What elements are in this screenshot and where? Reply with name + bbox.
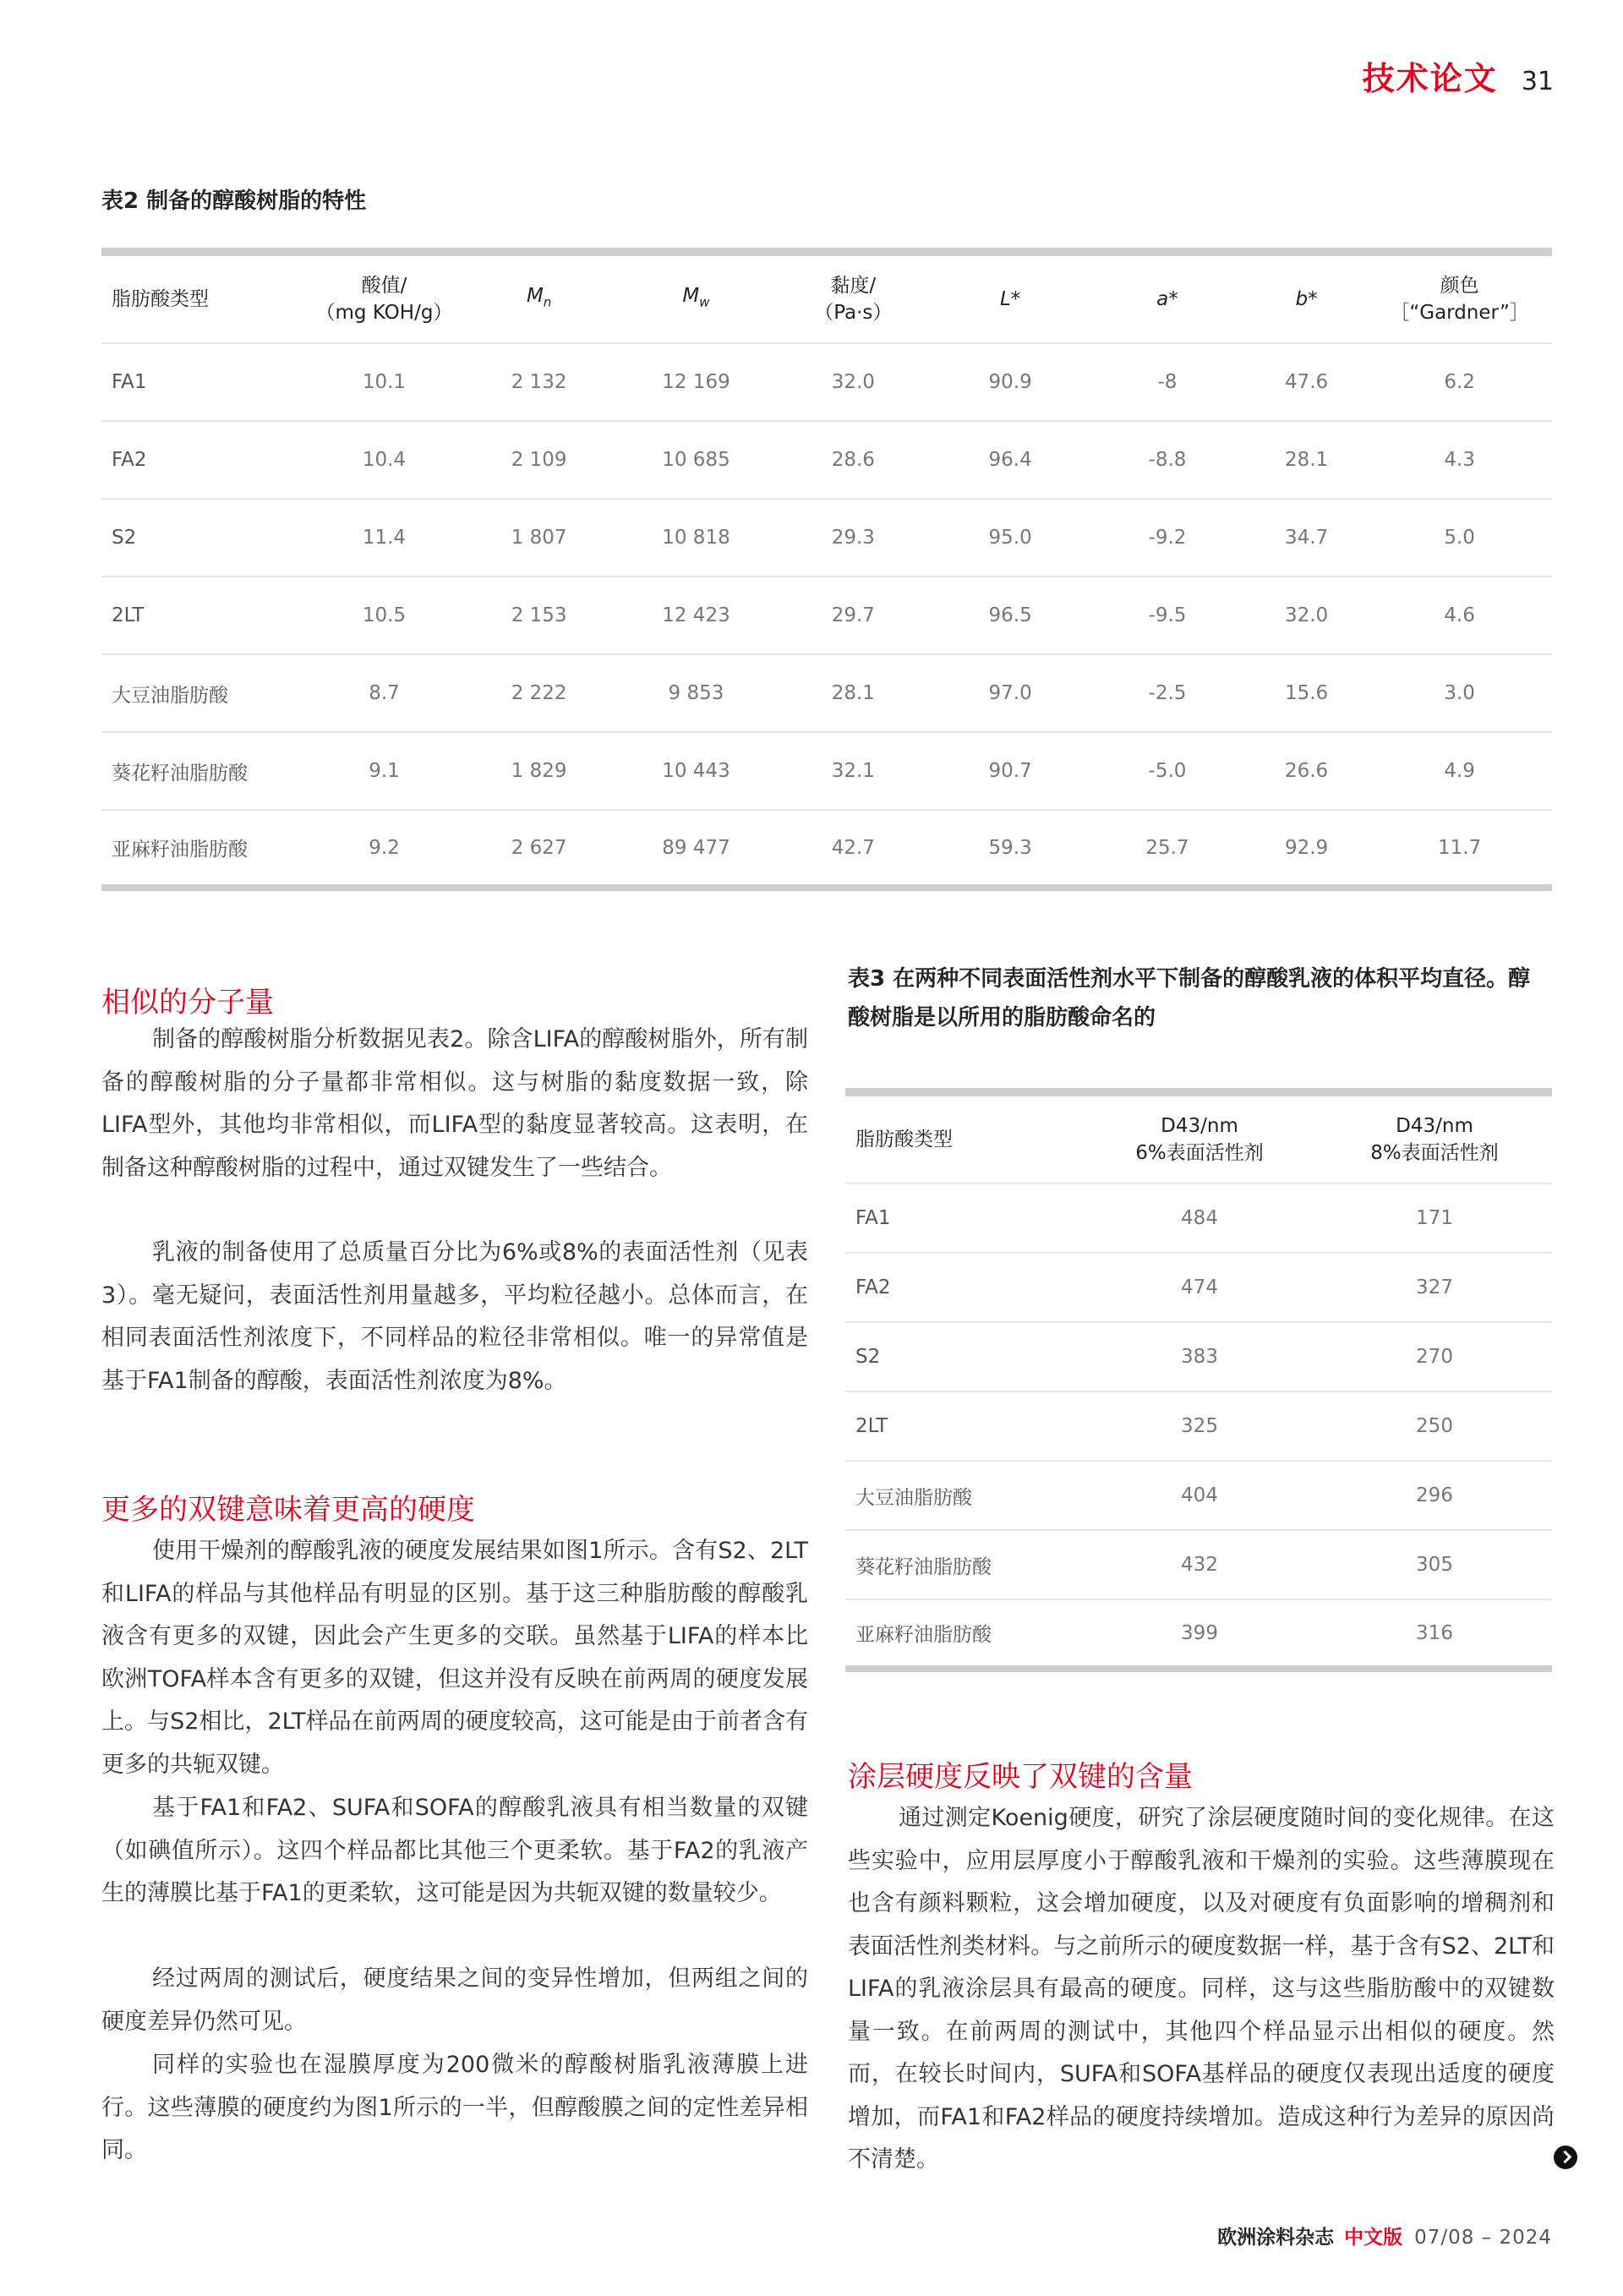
table-cell-color: 4.3: [1367, 421, 1552, 499]
table-cell-b: 32.0: [1246, 577, 1367, 654]
table-row: [845, 1530, 1552, 1599]
table-cell-mn: 2 132: [461, 343, 618, 421]
paragraph: 同样的实验也在湿膜厚度为200微米的醇酸树脂乳液薄膜上进行。这些薄膜的硬度约为图1所示的一半，但醇酸膜之间的定性差异相同。: [101, 2052, 808, 2163]
table-cell-l: 96.4: [932, 421, 1089, 499]
table-cell-a: 25.7: [1089, 810, 1246, 888]
next-page-icon[interactable]: [1554, 2146, 1577, 2169]
paragraph: 经过两周的测试后，硬度结果之间的变异性增加，但两组之间的硬度差异仍然可见。: [101, 1965, 808, 2035]
table-cell-d6: 399: [1082, 1599, 1317, 1669]
table-cell-d8: 327: [1317, 1253, 1552, 1322]
table-cell-b: 47.6: [1246, 343, 1367, 421]
table-cell-mn: 2 153: [461, 577, 618, 654]
paragraph: 乳液的制备使用了总质量百分比为6%或8%的表面活性剂（见表3）。毫无疑问，表面活性剂用量越多，平均粒径越小。总体而言，在相同表面活性剂浓度下，不同样品的粒径非常相似。唯一的异常值是基于FA1制备的醇酸，表面活性剂浓度为8%。: [101, 1239, 808, 1394]
table-cell-color: 5.0: [1367, 499, 1552, 577]
table-row: [845, 1599, 1552, 1669]
table-cell-type: 大豆油脂肪酸: [101, 654, 308, 732]
header-d43-6pct: D43/nm 6%表面活性剂: [1135, 1115, 1264, 1164]
table-row: [101, 577, 1552, 654]
table-cell-type: 葵花籽油脂肪酸: [101, 732, 308, 810]
table-row: [101, 499, 1552, 577]
table-cell-a: -2.5: [1089, 654, 1246, 732]
heading-coating-hardness: 涂层硬度反映了双键的含量: [848, 1760, 1193, 1795]
table-row: [101, 732, 1552, 810]
table2-header-row: [101, 252, 1552, 343]
table-cell-color: 6.2: [1367, 343, 1552, 421]
page-header: [1363, 52, 1554, 99]
table-row: [101, 810, 1552, 888]
table-cell-a: -5.0: [1089, 732, 1246, 810]
table-cell-type: FA1: [101, 343, 308, 421]
table-cell-a: -8.8: [1089, 421, 1246, 499]
table-cell-d6: 474: [1082, 1253, 1317, 1322]
table-cell-b: 34.7: [1246, 499, 1367, 577]
header-a-star: a*: [1156, 288, 1178, 310]
table-cell-visc: 28.1: [774, 654, 932, 732]
table-cell-mn: 2 109: [461, 421, 618, 499]
table-cell-type: FA2: [845, 1253, 1082, 1322]
table-cell-b: 26.6: [1246, 732, 1367, 810]
table-cell-color: 3.0: [1367, 654, 1552, 732]
heading-more-double-bonds: 更多的双键意味着更高的硬度: [101, 1493, 475, 1528]
table-cell-b: 15.6: [1246, 654, 1367, 732]
table-cell-acid: 11.4: [308, 499, 461, 577]
edition-label: 中文版: [1344, 2227, 1403, 2249]
table-cell-type: 大豆油脂肪酸: [845, 1461, 1082, 1530]
table-cell-type: 2LT: [101, 577, 308, 654]
table-cell-acid: 9.1: [308, 732, 461, 810]
header-color: 颜色 ［“Gardner”］: [1390, 275, 1529, 324]
table-cell-l: 90.7: [932, 732, 1089, 810]
table-cell-l: 96.5: [932, 577, 1089, 654]
table-cell-l: 90.9: [932, 343, 1089, 421]
table2: [101, 248, 1552, 891]
table-cell-d8: 305: [1317, 1530, 1552, 1599]
table-cell-type: FA1: [845, 1184, 1082, 1253]
issue-date: 07/08 – 2024: [1414, 2227, 1552, 2249]
header-mw: $M_w$: [682, 285, 710, 310]
header-mn: $M_n$: [526, 285, 552, 310]
table-cell-mn: 1 807: [461, 499, 618, 577]
table-cell-mn: 1 829: [461, 732, 618, 810]
table-cell-d6: 432: [1082, 1530, 1317, 1599]
table-cell-mw: 9 853: [618, 654, 775, 732]
table-cell-acid: 10.1: [308, 343, 461, 421]
table-cell-color: 4.9: [1367, 732, 1552, 810]
paragraph: 通过测定Koenig硬度，研究了涂层硬度随时间的变化规律。在这些实验中，应用层厚度小于醇酸乳液和干燥剂的实验。这些薄膜现在也含有颜料颗粒，这会增加硬度，以及对硬度有负面影响的增稠剂和表面活性剂类材料。与之前所示的硬度数据一样，基于含有S2、2LT和LIFA的乳液涂层具有最高的硬度。同样，这与这些脂肪酸中的双键数量一致。在前两周的测试中，其他四个样品显示出相似的硬度。然而，在较长时间内，SUFA和SOFA基样品的硬度仅表现出适度的硬度增加，而FA1和FA2样品的硬度持续增加。造成这种行为差异的原因尚不清楚。: [848, 1805, 1555, 2173]
table-cell-mw: 12 423: [618, 577, 775, 654]
table3-body: [845, 1184, 1552, 1669]
table-cell-d6: 325: [1082, 1391, 1317, 1461]
table-cell-mw: 10 443: [618, 732, 775, 810]
table-cell-type: 亚麻籽油脂肪酸: [101, 810, 308, 888]
table-row: [101, 343, 1552, 421]
table-cell-d8: 250: [1317, 1391, 1552, 1461]
table-cell-d6: 404: [1082, 1461, 1317, 1530]
table-cell-d6: 484: [1082, 1184, 1317, 1253]
page-number: 31: [1521, 67, 1554, 96]
table-cell-mn: 2 627: [461, 810, 618, 888]
table-cell-d6: 383: [1082, 1322, 1317, 1391]
table-cell-mw: 89 477: [618, 810, 775, 888]
table-cell-type: FA2: [101, 421, 308, 499]
table-cell-color: 4.6: [1367, 577, 1552, 654]
table-cell-type: 亚麻籽油脂肪酸: [845, 1599, 1082, 1669]
paragraph: 基于FA1和FA2、SUFA和SOFA的醇酸乳液具有相当数量的双键（如碘值所示）。这四个样品都比其他三个更柔软。基于FA2的乳液产生的薄膜比基于FA1的更柔软，这可能是因为共轭双键的数量较少。: [101, 1795, 808, 1906]
header-fatty-acid-type: 脂肪酸类型: [112, 288, 209, 310]
table-cell-b: 28.1: [1246, 421, 1367, 499]
table-cell-a: -9.2: [1089, 499, 1246, 577]
table-cell-a: -8: [1089, 343, 1246, 421]
table-cell-acid: 10.5: [308, 577, 461, 654]
page-footer: [1217, 2222, 1552, 2250]
table-cell-acid: 10.4: [308, 421, 461, 499]
table-cell-d8: 296: [1317, 1461, 1552, 1530]
table-cell-a: -9.5: [1089, 577, 1246, 654]
table3-caption: 表3 在两种不同表面活性剂水平下制备的醇酸乳液的体积平均直径。醇酸树脂是以所用的脂肪酸命名的: [848, 966, 1531, 1030]
table-cell-visc: 42.7: [774, 810, 932, 888]
table3-header-row: [845, 1092, 1552, 1184]
table-row: [845, 1322, 1552, 1391]
table-row: [845, 1461, 1552, 1530]
table-cell-d8: 316: [1317, 1599, 1552, 1669]
table-cell-type: S2: [101, 499, 308, 577]
table-cell-l: 95.0: [932, 499, 1089, 577]
table-row: [845, 1253, 1552, 1322]
table-cell-d8: 270: [1317, 1322, 1552, 1391]
table-cell-acid: 9.2: [308, 810, 461, 888]
table-row: [101, 654, 1552, 732]
header-fatty-acid-type: 脂肪酸类型: [855, 1129, 953, 1151]
table-cell-mw: 10 818: [618, 499, 775, 577]
table-cell-visc: 32.0: [774, 343, 932, 421]
table-cell-d8: 171: [1317, 1184, 1552, 1253]
paragraph: 制备的醇酸树脂分析数据见表2。除含LIFA的醇酸树脂外，所有制备的醇酸树脂的分子量都非常相似。这与树脂的黏度数据一致，除LIFA型外，其他均非常相似，而LIFA型的黏度显著较高。这表明，在制备这种醇酸树脂的过程中，通过双键发生了一些结合。: [101, 1026, 808, 1181]
table-cell-b: 92.9: [1246, 810, 1367, 888]
header-d43-8pct: D43/nm 8%表面活性剂: [1370, 1115, 1499, 1164]
table-cell-type: 葵花籽油脂肪酸: [845, 1530, 1082, 1599]
table-row: [101, 421, 1552, 499]
table-cell-mw: 10 685: [618, 421, 775, 499]
heading-similar-molecular-weight: 相似的分子量: [101, 986, 274, 1020]
table-cell-l: 97.0: [932, 654, 1089, 732]
magazine-name: 欧洲涂料杂志: [1217, 2227, 1335, 2249]
table-cell-visc: 29.3: [774, 499, 932, 577]
table-cell-visc: 28.6: [774, 421, 932, 499]
table-row: [845, 1391, 1552, 1461]
header-l-star: L*: [999, 288, 1021, 310]
table-cell-visc: 29.7: [774, 577, 932, 654]
header-b-star: b*: [1295, 288, 1318, 310]
table-cell-color: 11.7: [1367, 810, 1552, 888]
table-cell-mn: 2 222: [461, 654, 618, 732]
table-cell-acid: 8.7: [308, 654, 461, 732]
table-cell-visc: 32.1: [774, 732, 932, 810]
table2-caption: 表2 制备的醇酸树脂的特性: [101, 189, 367, 214]
table-cell-type: S2: [845, 1322, 1082, 1391]
section-label: 技术论文: [1362, 60, 1498, 97]
header-acid-value: 酸值/ （mg KOH/g）: [315, 275, 453, 324]
table-cell-type: 2LT: [845, 1391, 1082, 1461]
table-row: [845, 1184, 1552, 1253]
paragraph: 使用干燥剂的醇酸乳液的硬度发展结果如图1所示。含有S2、2LT和LIFA的样品与其他样品有明显的区别。基于这三种脂肪酸的醇酸乳液含有更多的双键，因此会产生更多的交联。虽然基于LIFA的样本比欧洲TOFA样本含有更多的双键，但这并没有反映在前两周的硬度发展上。与S2相比，2LT样品在前两周的硬度较高，这可能是由于前者含有更多的共轭双键。: [101, 1538, 808, 1778]
table-cell-l: 59.3: [932, 810, 1089, 888]
table2-body: [101, 343, 1552, 888]
table-cell-mw: 12 169: [618, 343, 775, 421]
header-viscosity: 黏度/ （Pa·s）: [814, 275, 893, 324]
table3: [845, 1088, 1552, 1672]
